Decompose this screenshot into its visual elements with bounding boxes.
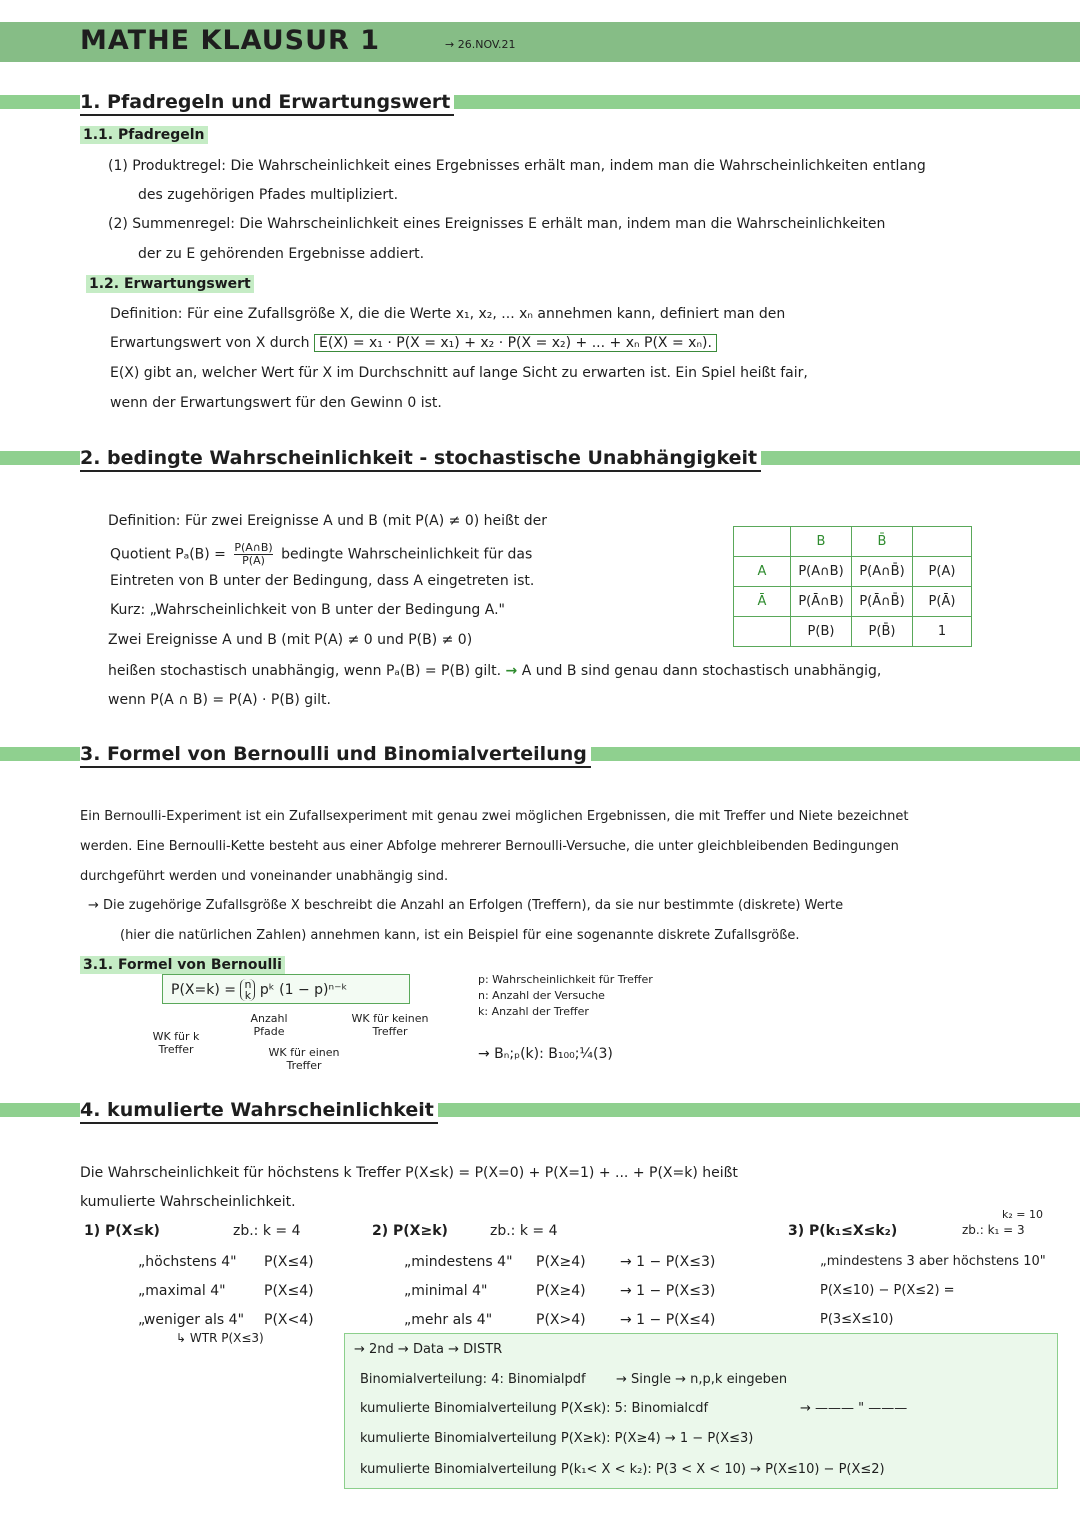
case1-row2-value: P(X≤4)	[264, 1283, 314, 1299]
case3-line2: P(X≤10) − P(X≤2) =	[820, 1283, 955, 1298]
legend-n: n: Anzahl der Versuche	[478, 989, 605, 1002]
subheading-erwartungswert: 1.2. Erwartungswert	[86, 275, 254, 293]
case2-row3-label: „mehr als 4"	[404, 1312, 493, 1328]
erwartungswert-formula: E(X) = x₁ · P(X = x₁) + x₂ · P(X = x₂) + ... + xₙ P(X = xₙ).	[314, 334, 717, 352]
case1-row2-label: „maximal 4"	[138, 1283, 226, 1299]
produktregel-line2: des zugehörigen Pfades multipliziert.	[138, 187, 399, 203]
section-heading-4: 4. kumulierte Wahrscheinlichkeit	[80, 1099, 438, 1124]
panel-row3: kumulierte Binomialverteilung P(X≥k): P(X≥4) → 1 − P(X≤3)	[360, 1431, 754, 1446]
bernoulli-formula: P(X=k) = n k pᵏ (1 − p)ⁿ⁻ᵏ	[162, 974, 410, 1004]
case1-wtr: ↳ WTR P(X≤3)	[176, 1331, 264, 1345]
bedingt-line5: Zwei Ereignisse A und B (mit P(A) ≠ 0 und P(B) ≠ 0)	[108, 632, 473, 648]
fraction-denominator: P(A)	[242, 554, 265, 567]
summenregel-line1: (2) Summenregel: Die Wahrscheinlichkeit eines Ereignisses E erhält man, indem man die Wahrscheinlichkeiten	[108, 216, 886, 232]
bernoulli-line4: → Die zugehörige Zufallsgröße X beschreibt die Anzahl an Erfolgen (Treffern), da sie nur bestimmte (diskrete) Werte	[88, 898, 844, 913]
section-heading-1: 1. Pfadregeln und Erwartungswert	[80, 91, 454, 116]
calculator-menu-path: → 2nd → Data → DISTR	[354, 1342, 503, 1357]
case2-head: 2) P(X≥k)	[372, 1223, 448, 1239]
panel-row2-right: → ——— " ———	[800, 1401, 908, 1416]
case2-row1-label: „mindestens 4"	[404, 1254, 513, 1270]
subheading-pfadregeln: 1.1. Pfadregeln	[80, 126, 208, 144]
bernoulli-line1: Ein Bernoulli-Experiment ist ein Zufallsexperiment mit genau zwei möglichen Ergebnissen, die mit Treffer und Niete bezeichnet	[80, 809, 909, 824]
section-heading-3: 3. Formel von Bernoulli und Binomialverteilung	[80, 743, 591, 768]
annotation-anzahl-pfade: Anzahl Pfade	[250, 1012, 288, 1038]
case3-example-k1: zb.: k₁ = 3	[962, 1223, 1025, 1237]
case1-example: zb.: k = 4	[233, 1223, 301, 1239]
bedingt-line2: Quotient Pₐ(B) = $\frac{P(A\cap B)}{P(A)}$ bedingte Wahrscheinlichkeit für das	[110, 541, 533, 567]
page-title: MATHE KLAUSUR 1	[80, 25, 380, 56]
case2-row1-result: → 1 − P(X≤3)	[620, 1254, 716, 1270]
erwartungswert-def-line4: wenn der Erwartungswert für den Gewinn 0 ist.	[110, 395, 442, 411]
case2-row2-value: P(X≥4)	[536, 1283, 586, 1299]
erwartungswert-def-line1: Definition: Für eine Zufallsgröße X, die die Werte x₁, x₂, ... xₙ annehmen kann, definiert man den	[110, 306, 786, 322]
case2-row2-label: „minimal 4"	[404, 1283, 488, 1299]
annotation-wk-keinen: WK für keinen Treffer	[351, 1012, 429, 1038]
bernoulli-line5: (hier die natürlichen Zahlen) annehmen kann, ist ein Beispiel für eine sogenannte diskrete Zufallsgröße.	[120, 928, 800, 943]
bernoulli-line3: durchgeführt werden und voneinander unabhängig sind.	[80, 869, 449, 884]
case1-head: 1) P(X≤k)	[84, 1223, 160, 1239]
annotation-wk-einen: WK für einen Treffer	[268, 1046, 340, 1072]
vierfeldertafel: B B̄ A P(A∩B) P(A∩B̄) P(A) Ā P(Ā∩B) P(Ā∩B̄) P(Ā) P(B) P(B̄) 1	[733, 526, 972, 647]
legend-p: p: Wahrscheinlichkeit für Treffer	[478, 973, 653, 986]
binomial-notation: → Bₙ;ₚ(k): B₁₀₀;¼(3)	[478, 1046, 613, 1062]
erwartungswert-def-line3: E(X) gibt an, welcher Wert für X im Durchschnitt auf lange Sicht zu erwarten ist. Ein Spiel heißt fair,	[110, 365, 808, 381]
bedingt-line3: Eintreten von B unter der Bedingung, dass A eingetreten ist.	[110, 573, 535, 589]
kumuliert-line1: Die Wahrscheinlichkeit für höchstens k Treffer P(X≤k) = P(X=0) + P(X=1) + ... + P(X=k) heißt	[80, 1165, 738, 1181]
bedingt-line4: Kurz: „Wahrscheinlichkeit von B unter der Bedingung A."	[110, 602, 505, 618]
panel-row4: kumulierte Binomialverteilung P(k₁< X < k₂): P(3 < X < 10) → P(X≤10) − P(X≤2)	[360, 1462, 885, 1477]
panel-row2-left: kumulierte Binomialverteilung P(X≤k): 5: Binomialcdf	[360, 1401, 709, 1416]
case2-row2-result: → 1 − P(X≤3)	[620, 1283, 716, 1299]
bedingt-line1: Definition: Für zwei Ereignisse A und B (mit P(A) ≠ 0) heißt der	[108, 513, 548, 529]
panel-row1-left: Binomialverteilung: 4: Binomialpdf	[360, 1372, 586, 1387]
erwartungswert-def-line2: Erwartungswert von X durch E(X) = x₁ · P(X = x₁) + x₂ · P(X = x₂) + ... + xₙ P(X = xₙ).	[110, 334, 717, 352]
case3-head: 3) P(k₁≤X≤k₂)	[788, 1223, 898, 1239]
case2-row3-result: → 1 − P(X≤4)	[620, 1312, 716, 1328]
produktregel-line1: (1) Produktregel: Die Wahrscheinlichkeit eines Ergebnisses erhält man, indem man die Wahrscheinlichkeiten entlang	[108, 158, 926, 174]
case2-example: zb.: k = 4	[490, 1223, 558, 1239]
annotation-wk-k: WK für k Treffer	[152, 1030, 200, 1056]
legend-k: k: Anzahl der Treffer	[478, 1005, 589, 1018]
case1-row3-value: P(X<4)	[264, 1312, 314, 1328]
case1-row1-label: „höchstens 4"	[138, 1254, 237, 1270]
bedingt-line7: wenn P(A ∩ B) = P(A) · P(B) gilt.	[108, 692, 331, 708]
case3-line3: P(3≤X≤10)	[820, 1312, 894, 1327]
bernoulli-line2: werden. Eine Bernoulli-Kette besteht aus einer Abfolge mehrerer Bernoulli-Versuche, die unter gleichbleibenden Bedingungen	[80, 839, 899, 854]
case2-row3-value: P(X>4)	[536, 1312, 586, 1328]
section-heading-2: 2. bedingte Wahrscheinlichkeit - stochastische Unabhängigkeit	[80, 447, 761, 472]
panel-row1-right: → Single → n,p,k eingeben	[616, 1372, 788, 1387]
date: → 26.NOV.21	[445, 38, 516, 51]
bedingt-line6: heißen stochastisch unabhängig, wenn Pₐ(B) = P(B) gilt. → A und B sind genau dann stochastisch unabhängig,	[108, 663, 882, 679]
case2-row1-value: P(X≥4)	[536, 1254, 586, 1270]
case3-line1: „mindestens 3 aber höchstens 10"	[820, 1254, 1046, 1269]
case1-row3-label: „weniger als 4"	[138, 1312, 245, 1328]
fraction-numerator: P(A∩B)	[234, 541, 273, 554]
case1-row1-value: P(X≤4)	[264, 1254, 314, 1270]
summenregel-line2: der zu E gehörenden Ergebnisse addiert.	[138, 246, 425, 262]
subheading-formel-bernoulli: 3.1. Formel von Bernoulli	[80, 956, 285, 974]
kumuliert-line2: kumulierte Wahrscheinlichkeit.	[80, 1194, 296, 1210]
case3-example-k2: k₂ = 10	[1002, 1208, 1043, 1221]
